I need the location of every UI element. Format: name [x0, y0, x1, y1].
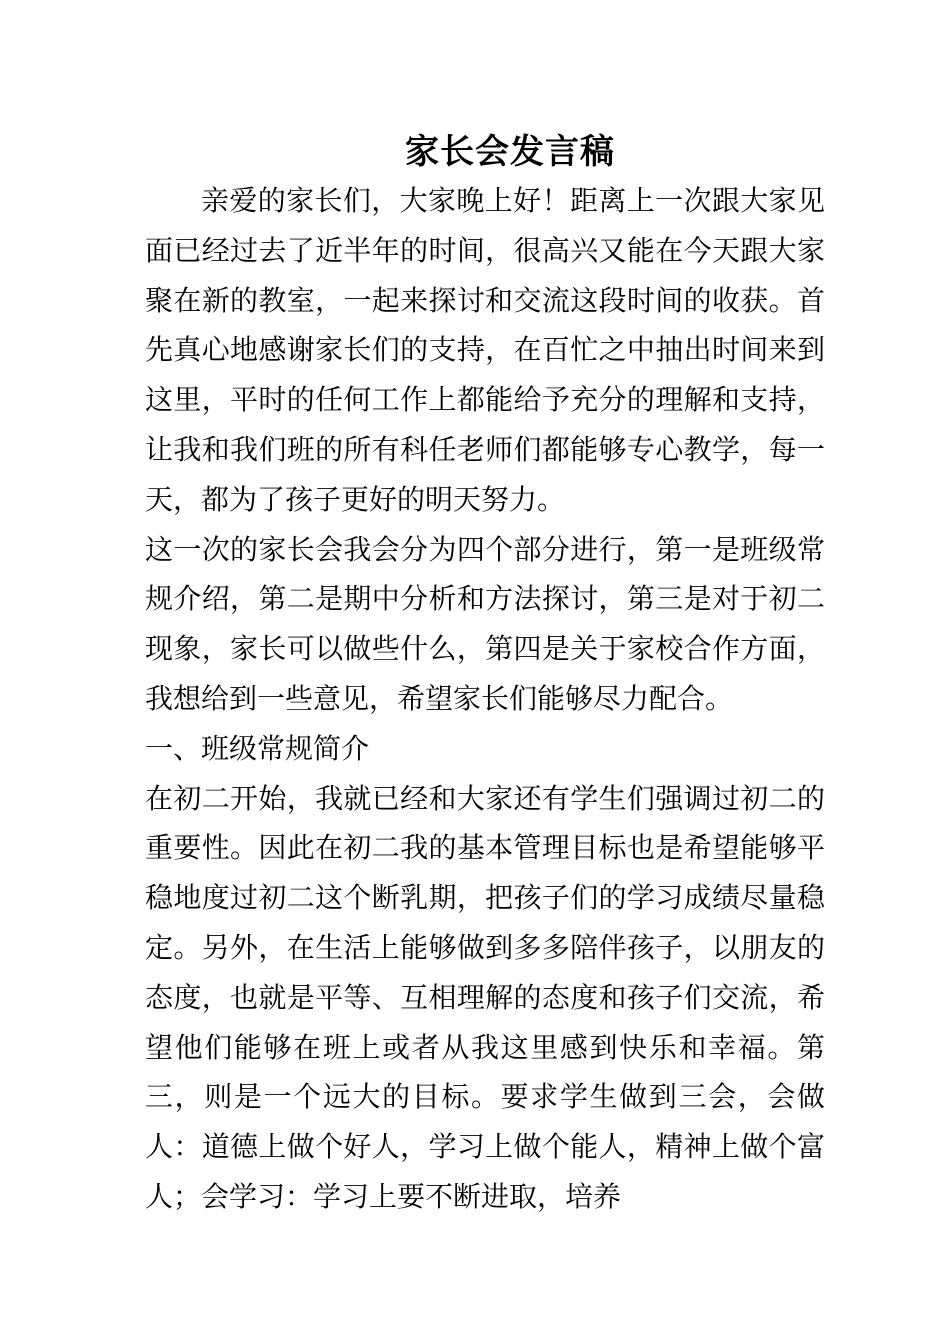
agenda-paragraph: 这一次的家长会我会分为四个部分进行，第一是班级常规介绍，第二是期中分析和方法探讨，第三是对于初二现象，家长可以做些什么，第四是关于家校合作方面，我想给到一些意见，希望家长们能够尽力配合。: [145, 532, 825, 715]
section-paragraph: 在初二开始，我就已经和大家还有学生们强调过初二的重要性。因此在初二我的基本管理目标也是希望能够平稳地度过初二这个断乳期，把孩子们的学习成绩尽量稳定。另外，在生活上能够做到多多陪伴孩子，以朋友的态度，也就是平等、互相理解的态度和孩子们交流，希望他们能够在班上或者从我这里感到快乐和幸福。第三，则是一个远大的目标。要求学生做到三会，会做人：道德上做个好人，学习上做个能人，精神上做个富人；会学习：学习上要不断进取，培养: [145, 781, 825, 1213]
intro-paragraph: 亲爱的家长们，大家晚上好！距离上一次跟大家见面已经过去了近半年的时间，很高兴又能在今天跟大家聚在新的教室，一起来探讨和交流这段时间的收获。首先真心地感谢家长们的支持，在百忙之中抽出时间来到这里，平时的任何工作上都能给予充分的理解和支持，让我和我们班的所有科任老师们都能够专心教学，每一天，都为了孩子更好的明天努力。: [145, 184, 825, 516]
section-heading: 一、班级常规简介: [145, 731, 370, 765]
document-title: 家长会发言稿: [405, 132, 615, 172]
document-page: [145, 128, 825, 1222]
